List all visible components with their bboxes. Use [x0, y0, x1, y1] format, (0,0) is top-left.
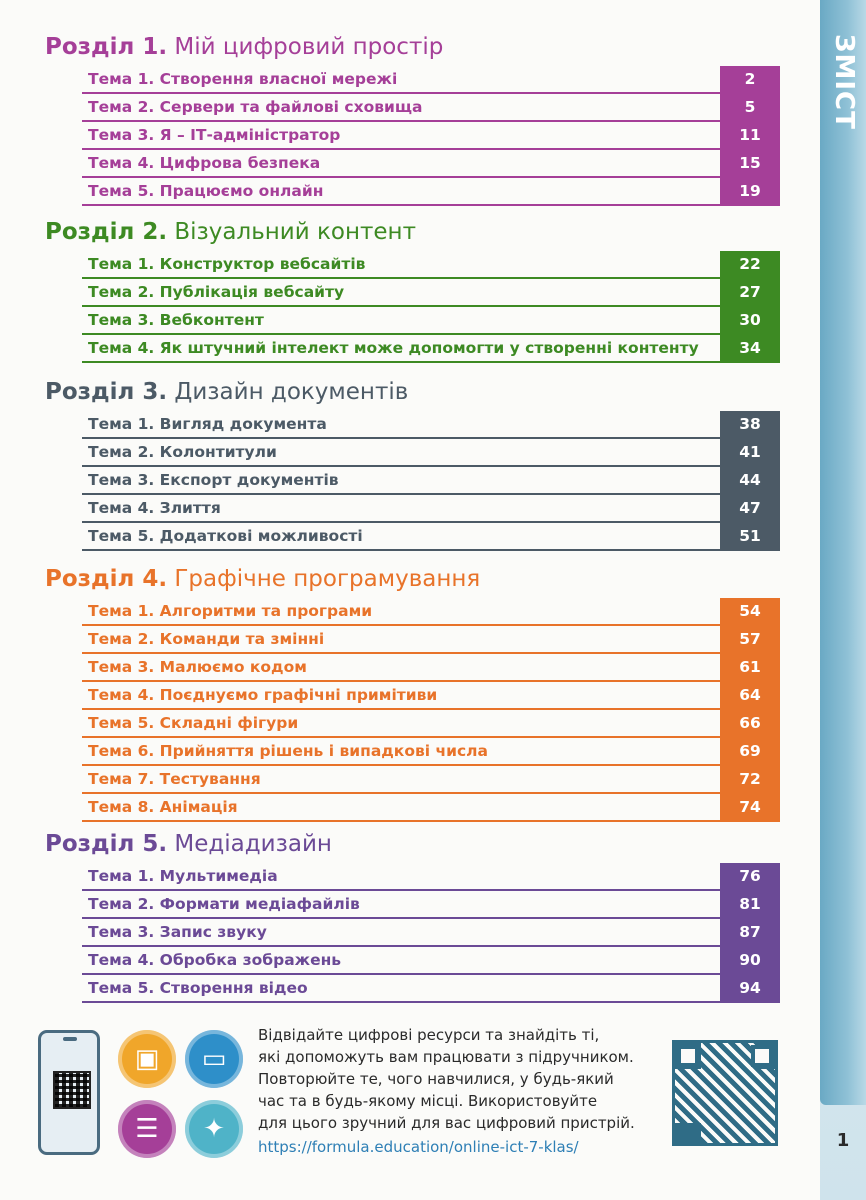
topic-page-number: 11	[720, 122, 780, 148]
section-name: Мій цифровий простір	[174, 34, 444, 60]
topic-row[interactable]	[82, 598, 780, 626]
promo-line: які допоможуть вам працювати з підручником.	[258, 1048, 634, 1066]
section-number: Розділ 2.	[45, 219, 168, 245]
topic-row[interactable]	[82, 307, 780, 335]
topic-label: Тема 4. Цифрова безпека	[88, 154, 321, 172]
topic-label: Тема 5. Додаткові можливості	[88, 527, 363, 545]
topic-label: Тема 5. Створення відео	[88, 979, 308, 997]
lightbulb-brain-icon: ✦	[185, 1100, 243, 1158]
topic-label: Тема 1. Створення власної мережі	[88, 70, 398, 88]
side-tab	[820, 0, 866, 1105]
section-name: Медіадизайн	[174, 831, 332, 857]
topic-page-number: 27	[720, 279, 780, 305]
contents-label: ЗМІСТ	[829, 34, 859, 130]
topic-row[interactable]	[82, 682, 780, 710]
topic-page-number: 66	[720, 710, 780, 736]
page-number: 1	[836, 1130, 850, 1151]
topic-row[interactable]	[82, 279, 780, 307]
side-tab-strip	[820, 0, 866, 1200]
topic-page-number: 47	[720, 495, 780, 521]
section-number: Розділ 4.	[45, 566, 168, 592]
topic-page-number: 61	[720, 654, 780, 680]
topic-page-number: 64	[720, 682, 780, 708]
document-list-icon: ☰	[118, 1100, 176, 1158]
topic-row[interactable]	[82, 626, 780, 654]
topic-label: Тема 6. Прийняття рішень і випадкові числа	[88, 742, 488, 760]
section-name: Графічне програмування	[174, 566, 481, 592]
section-2	[45, 217, 780, 363]
topic-row[interactable]	[82, 94, 780, 122]
topic-row[interactable]	[82, 411, 780, 439]
topic-row[interactable]	[82, 975, 780, 1003]
topic-row[interactable]	[82, 467, 780, 495]
topic-page-number: 90	[720, 947, 780, 973]
resources-link[interactable]: https://formula.education/online-ict-7-klas/	[258, 1138, 579, 1156]
topic-page-number: 69	[720, 738, 780, 764]
topic-row[interactable]	[82, 710, 780, 738]
topic-label: Тема 2. Формати медіафайлів	[88, 895, 360, 913]
topic-label: Тема 1. Мультимедіа	[88, 867, 278, 885]
promo-line: для цього зручний для вас цифровий пристрій.	[258, 1114, 635, 1132]
topic-page-number: 22	[720, 251, 780, 277]
section-title	[45, 564, 780, 594]
promo-line: час та в будь-якому місці. Використовуйте	[258, 1092, 598, 1110]
qr-code-icon[interactable]	[672, 1040, 778, 1146]
topic-row[interactable]	[82, 919, 780, 947]
section-3	[45, 377, 780, 551]
topic-page-number: 34	[720, 335, 780, 361]
topic-label: Тема 3. Експорт документів	[88, 471, 339, 489]
section-4	[45, 564, 780, 822]
section-name: Дизайн документів	[174, 379, 409, 405]
topic-row[interactable]	[82, 654, 780, 682]
topic-row[interactable]	[82, 947, 780, 975]
topic-label: Тема 3. Вебконтент	[88, 311, 264, 329]
topic-page-number: 87	[720, 919, 780, 945]
promo-line: Повторюйте те, чого навчилися, у будь-який	[258, 1070, 614, 1088]
topic-label: Тема 1. Алгоритми та програми	[88, 602, 373, 620]
promo-text	[258, 1024, 678, 1158]
topic-row[interactable]	[82, 863, 780, 891]
topic-label: Тема 5. Складні фігури	[88, 714, 299, 732]
topic-page-number: 38	[720, 411, 780, 437]
topic-row[interactable]	[82, 122, 780, 150]
topic-label: Тема 3. Малюємо кодом	[88, 658, 307, 676]
section-number: Розділ 3.	[45, 379, 168, 405]
topic-page-number: 51	[720, 523, 780, 549]
topic-label: Тема 2. Публікація вебсайту	[88, 283, 345, 301]
topic-label: Тема 8. Анімація	[88, 798, 238, 816]
topic-page-number: 5	[720, 94, 780, 120]
topic-label: Тема 7. Тестування	[88, 770, 261, 788]
topic-row[interactable]	[82, 251, 780, 279]
presentation-icon: ▣	[118, 1030, 176, 1088]
section-title	[45, 217, 780, 247]
phone-qr-icon	[38, 1030, 100, 1155]
topic-page-number: 19	[720, 178, 780, 204]
topic-label: Тема 5. Працюємо онлайн	[88, 182, 324, 200]
topic-row[interactable]	[82, 335, 780, 363]
topic-label: Тема 1. Вигляд документа	[88, 415, 327, 433]
section-name: Візуальний контент	[174, 219, 416, 245]
topic-label: Тема 3. Запис звуку	[88, 923, 267, 941]
topic-row[interactable]	[82, 738, 780, 766]
topic-row[interactable]	[82, 794, 780, 822]
topic-label: Тема 3. Я – ІТ-адміністратор	[88, 126, 341, 144]
section-number: Розділ 5.	[45, 831, 168, 857]
section-1	[45, 32, 780, 206]
topic-page-number: 72	[720, 766, 780, 792]
section-title	[45, 377, 780, 407]
topic-page-number: 81	[720, 891, 780, 917]
topic-row[interactable]	[82, 178, 780, 206]
section-5	[45, 829, 780, 1003]
topic-page-number: 57	[720, 626, 780, 652]
topic-page-number: 2	[720, 66, 780, 92]
topic-page-number: 41	[720, 439, 780, 465]
topic-label: Тема 4. Як штучний інтелект може допомогти у створенні контенту	[88, 339, 699, 357]
topic-row[interactable]	[82, 150, 780, 178]
topic-label: Тема 4. Поєднуємо графічні примітиви	[88, 686, 438, 704]
topic-row[interactable]	[82, 891, 780, 919]
topic-page-number: 15	[720, 150, 780, 176]
section-title	[45, 32, 780, 62]
topic-page-number: 74	[720, 794, 780, 820]
topic-label: Тема 1. Конструктор вебсайтів	[88, 255, 366, 273]
topic-page-number: 44	[720, 467, 780, 493]
topic-row[interactable]	[82, 66, 780, 94]
topic-page-number: 76	[720, 863, 780, 889]
topic-label: Тема 4. Злиття	[88, 499, 221, 517]
folder-icon: ▭	[185, 1030, 243, 1088]
topic-label: Тема 2. Команди та змінні	[88, 630, 325, 648]
topic-page-number: 30	[720, 307, 780, 333]
topic-label: Тема 2. Сервери та файлові сховища	[88, 98, 423, 116]
section-number: Розділ 1.	[45, 34, 168, 60]
topic-page-number: 54	[720, 598, 780, 624]
phone-notch	[63, 1037, 77, 1041]
topic-row[interactable]	[82, 495, 780, 523]
topic-row[interactable]	[82, 766, 780, 794]
topic-row[interactable]	[82, 523, 780, 551]
qr-code-phone-icon	[53, 1071, 91, 1109]
topic-label: Тема 4. Обробка зображень	[88, 951, 342, 969]
topic-row[interactable]	[82, 439, 780, 467]
topic-page-number: 94	[720, 975, 780, 1001]
promo-line: Відвідайте цифрові ресурси та знайдіть ті,	[258, 1026, 600, 1044]
section-title	[45, 829, 780, 859]
topic-label: Тема 2. Колонтитули	[88, 443, 277, 461]
